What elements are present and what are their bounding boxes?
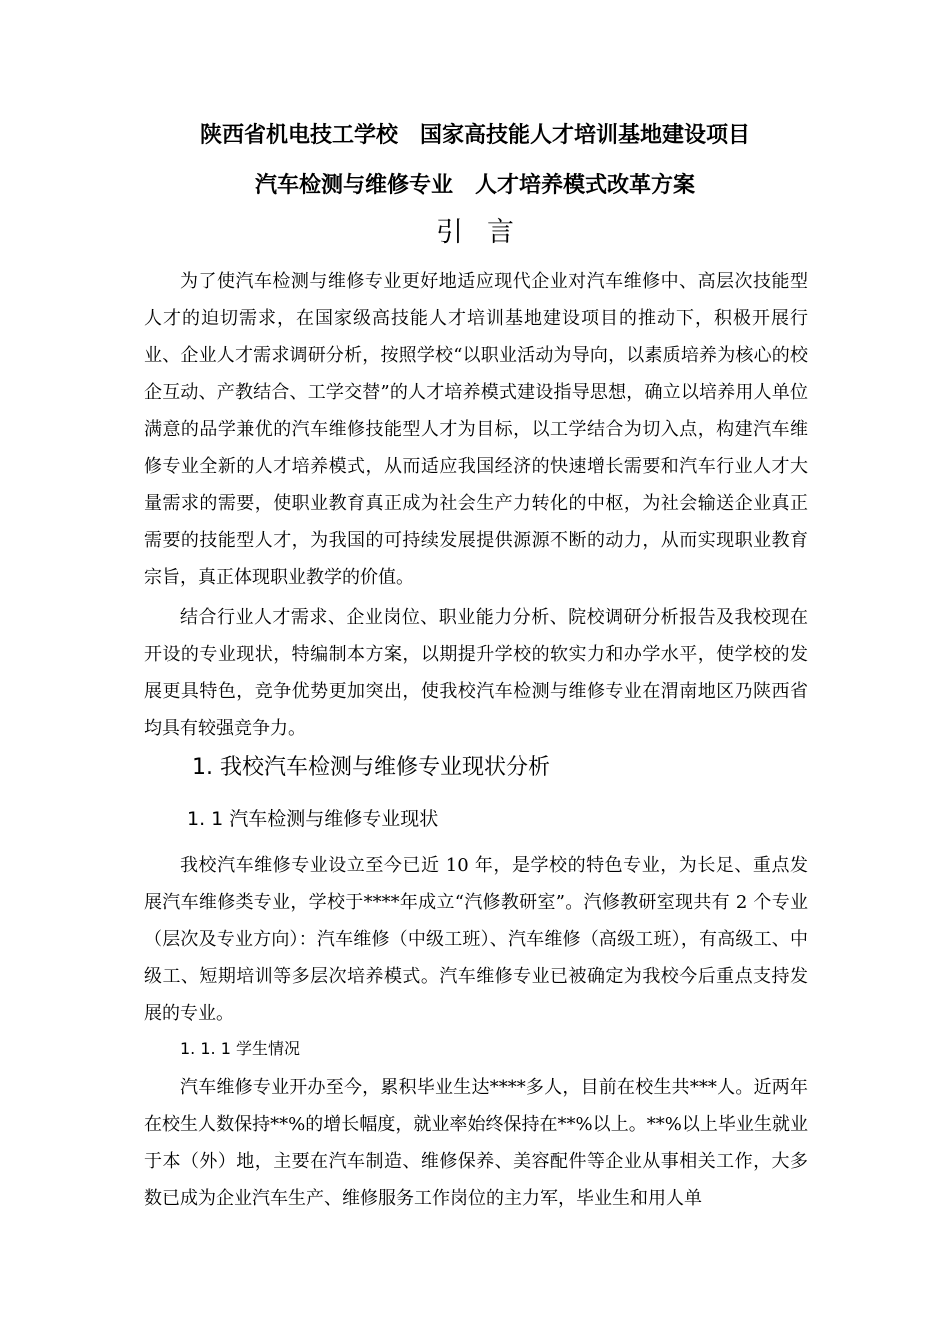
document-title-line-1: 陕西省机电技工学校 国家高技能人才培训基地建设项目: [199, 123, 750, 148]
section-1-1-1-paragraph: 汽车维修专业开办至今，累积毕业生达****多人，目前在校生共***人。近两年在校生人数保持**%的增长幅度，就业率始终保持在**%以上。**%以上毕业生就业于本（外）地，主要在汽车制造、维修保养、美容配件等企业从事相关工作，大多数已成为企业汽车生产、维修服务工作岗位的主力军，毕业生和用人单: [144, 1077, 808, 1209]
intro-paragraph-1: 为了使汽车检测与维修专业更好地适应现代企业对汽车维修中、高层次技能型人才的迫切需求，在国家级高技能人才培训基地建设项目的推动下，积极开展行业、企业人才需求调研分析，按照学校“以职业活动为导向，以素质培养为核心的校企互动、产教结合、工学交替”的人才培养模式建设指导思想，确立以培养用人单位满意的品学兼优的汽车维修技能型人才为目标，以工学结合为切入点，构建汽车维修专业全新的人才培养模式，从而适应我国经济的快速增长需要和汽车行业人才大量需求的需要，使职业教育真正成为社会生产力转化的中枢，为社会输送企业真正需要的技能型人才，为我国的可持续发展提供源源不断的动力，从而实现职业教育宗旨，真正体现职业教学的价值。: [144, 271, 808, 588]
section-1-1-1-heading: 1. 1. 1 学生情况: [180, 1039, 300, 1058]
document-title-line-2: 汽车检测与维修专业 人才培养模式改革方案: [254, 173, 695, 198]
intro-heading: 引言: [436, 217, 538, 248]
section-1-1-heading: 1. 1 汽车检测与维修专业现状: [187, 808, 439, 830]
intro-paragraph-2: 结合行业人才需求、企业岗位、职业能力分析、院校调研分析报告及我校现在开设的专业现状，特编制本方案，以期提升学校的软实力和办学水平，使学校的发展更具特色，竞争优势更加突出，使我校汽车检测与维修专业在渭南地区乃陕西省均具有较强竞争力。: [144, 607, 808, 739]
section-1-heading: 1. 我校汽车检测与维修专业现状分析: [192, 755, 550, 780]
section-1-1-paragraph: 我校汽车维修专业设立至今已近 10 年，是学校的特色专业，为长足、重点发展汽车维修类专业，学校于****年成立“汽修教研室”。汽修教研室现共有 2 个专业（层次及专业方向）：汽车维修（中级工班）、汽车维修（高级工班），有高级工、中级工、短期培训等多层次培养模式。汽车维修专业已被确定为我校今后重点支持发展的专业。: [144, 855, 808, 1024]
